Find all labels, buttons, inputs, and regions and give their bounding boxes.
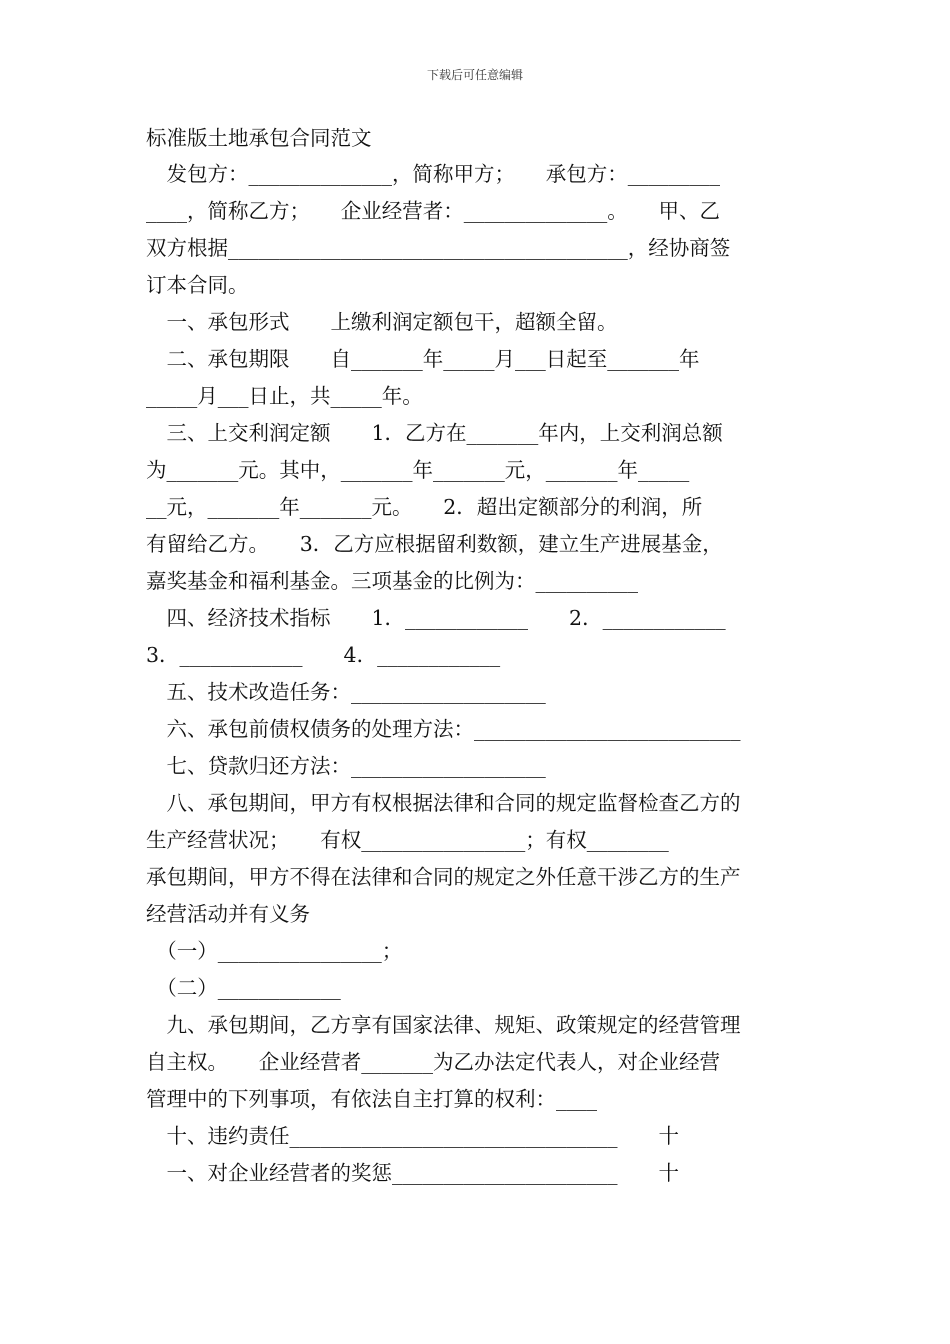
- line-15: 五、技术改造任务：___________________: [146, 680, 546, 704]
- line-1: 发包方：______________，简称甲方； 承包方：_________: [146, 162, 720, 186]
- line-18: 八、承包期间，甲方有权根据法律和合同的规定监督检查乙方的: [146, 791, 741, 815]
- line-13: 四、经济技术指标 1．____________ 2．____________: [146, 606, 726, 630]
- line-17: 七、贷款归还方法：___________________: [146, 754, 546, 778]
- line-9: 为_______元。其中，_______年_______元，_______年_____: [146, 458, 690, 482]
- line-8: 三、上交利润定额 1．乙方在_______年内，上交利润总额: [146, 421, 723, 445]
- line-25: 自主权。 企业经营者_______为乙办法定代表人，对企业经营: [146, 1050, 720, 1074]
- line-24: 九、承包期间，乙方享有国家法律、规矩、政策规定的经营管理: [146, 1013, 741, 1037]
- line-28: 一、对企业经营者的奖惩______________________ 十: [146, 1161, 679, 1185]
- document-title: 标准版土地承包合同范文: [146, 126, 372, 150]
- line-22: （一）________________；: [146, 939, 403, 963]
- line-7: _____月___日止，共_____年。: [146, 384, 423, 408]
- line-14: 3．____________ 4．____________: [146, 643, 501, 667]
- line-16: 六、承包前债权债务的处理方法：__________________________: [146, 717, 741, 741]
- line-12: 嘉奖基金和福利基金。三项基金的比例为：__________: [146, 569, 638, 593]
- header-note: 下载后可任意编辑: [426, 68, 523, 82]
- line-26: 管理中的下列事项，有依法自主打算的权利：____: [146, 1087, 597, 1111]
- line-10: __元，_______年_______元。 2．超出定额部分的利润，所: [146, 495, 703, 519]
- line-19: 生产经营状况； 有权________________；有权________: [146, 828, 669, 852]
- line-6: 二、承包期限 自_______年_____月___日起至_______年: [146, 347, 700, 371]
- line-4: 订本合同。: [146, 273, 249, 297]
- line-23: （二）____________: [146, 976, 341, 1000]
- line-5: 一、承包形式 上缴利润定额包干，超额全留。: [146, 310, 618, 334]
- line-3: 双方根据_______________________________________，经协商签: [146, 236, 731, 260]
- line-27: 十、违约责任________________________________ 十: [146, 1124, 679, 1148]
- line-21: 经营活动并有义务: [146, 902, 310, 926]
- line-11: 有留给乙方。 3．乙方应根据留利数额，建立生产进展基金，: [146, 532, 723, 556]
- line-20: 承包期间，甲方不得在法律和合同的规定之外任意干涉乙方的生产: [146, 865, 741, 889]
- line-2: ____，简称乙方； 企业经营者：______________。 甲、乙: [146, 199, 720, 223]
